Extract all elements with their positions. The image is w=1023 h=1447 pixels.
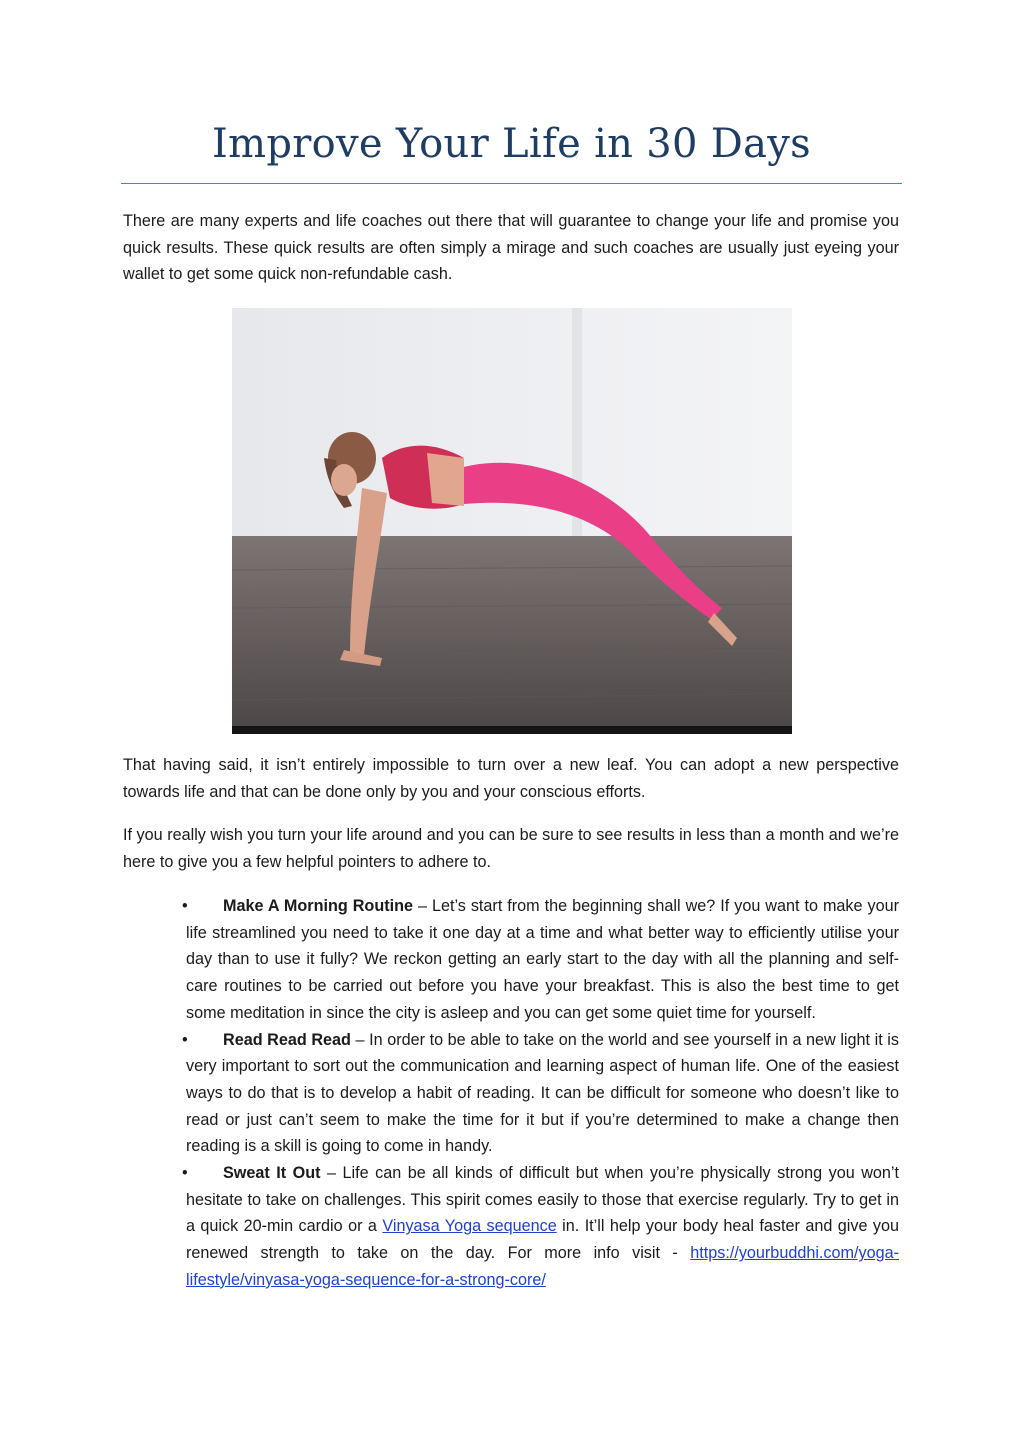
tip-text: – In order to be able to take on the world and see yourself in a new light it is very important to sort out the communication and learning aspect of human life. One of the easiest ways to do that is to develop a habit of reading. It can be difficult for someone who doesn’t like to read or just can’t seem to make the time for it but if you’re determined to make a change then reading is a skill is going to come in handy. [186,1030,899,1156]
woman-plank-pose-photo [232,308,792,734]
tip-heading: Make A Morning Routine [223,897,413,915]
tip-text: – Let’s start from the beginning shall we? If you want to make your life streamlined you need to take it one day at a time and what better way to efficiently utilise your day than to use it fully? We reckon getting an early start to the day with all the planning and self-care routines to be carried out before you have your breakfast. This is also the best time to get some meditation in since the city is asleep and you can get some quiet time for yourself. [186,897,899,1022]
tip-heading: Sweat It Out [223,1164,321,1183]
bullet-icon: • [182,1164,188,1183]
list-item [182,1160,899,1294]
list-item [182,893,899,1027]
pointers-intro-paragraph: If you really wish you turn your life around and you can be sure to see results in less than a month and we’re here to give you a few helpful pointers to adhere to. [123,826,899,871]
tips-list [182,893,899,1294]
title-underline [121,183,902,184]
new-leaf-paragraph: That having said, it isn’t entirely impossible to turn over a new leaf. You can adopt a new perspective towards life and that can be done only by you and your conscious efforts. [123,756,899,801]
vinyasa-yoga-link[interactable]: Vinyasa Yoga sequence [382,1217,557,1236]
bullet-icon: • [182,1030,188,1049]
bullet-icon: • [182,897,188,915]
tip-heading: Read Read Read [223,1030,351,1049]
yourbuddhi-url-link[interactable]: https://yourbuddhi.com/yoga-lifestyle/vinyasa-yoga-sequence-for-a-strong-core/ [186,1244,899,1289]
list-item [182,1027,899,1161]
intro-paragraph: There are many experts and life coaches out there that will guarantee to change your life and promise you quick results. These quick results are often simply a mirage and such coaches are usually just eyeing your wallet to get some quick non-refundable cash. [123,212,899,284]
tip-text: – Life can be all kinds of difficult but when you’re physically strong you won’t hesitate to take on challenges. This spirit comes easily to those that exercise regularly. Try to get in a quick 20-min cardio or a [186,1164,899,1236]
page-title: Improve Your Life in 30 Days [211,121,811,167]
tip-text-continued: in. It’ll help your body heal faster and give you renewed strength to take on the day. For more info visit - [186,1217,899,1263]
